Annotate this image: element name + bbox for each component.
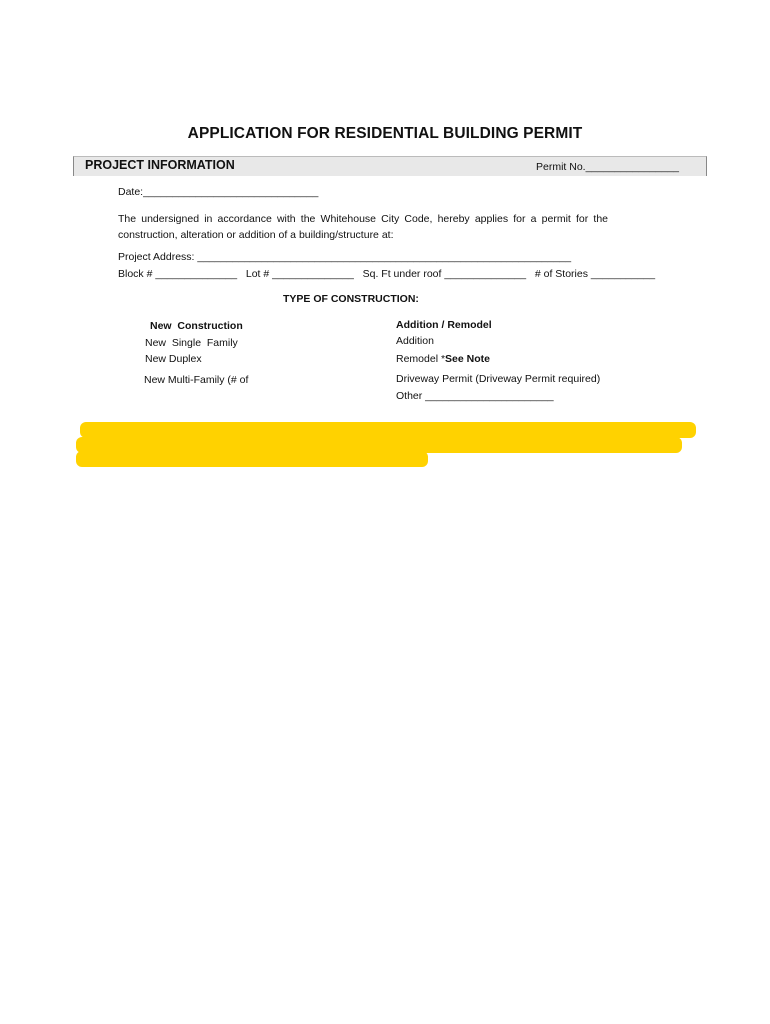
project-address-field[interactable]: Project Address: ________________________________________________________________ [118,251,572,263]
highlight-stroke-3 [76,451,428,467]
option-remodel[interactable] [396,353,490,365]
highlight-stroke-1 [80,422,696,438]
see-note-label: See Note [445,353,490,365]
form-title: APPLICATION FOR RESIDENTIAL BUILDING PERMIT [187,125,583,142]
section-title: PROJECT INFORMATION [85,158,235,172]
project-information-header [73,156,707,176]
option-driveway-permit[interactable]: Driveway Permit (Driveway Permit required) [396,373,601,385]
option-new-multi-family[interactable]: New Multi-Family (# of [144,374,249,386]
permit-number-field[interactable]: Permit No.________________ [536,161,680,173]
block-lot-sqft-stories-field[interactable]: Block # ______________ Lot # ______________ Sq. Ft under roof ______________ # of Stories ___________ [118,268,656,280]
type-of-construction-heading: TYPE OF CONSTRUCTION: [283,293,419,305]
option-other[interactable]: Other ______________________ [396,390,554,402]
new-construction-heading: New Construction [150,320,243,332]
date-field[interactable]: Date:______________________________ [118,186,319,198]
addition-remodel-heading: Addition / Remodel [396,319,492,331]
option-addition[interactable]: Addition [396,335,434,347]
option-new-duplex[interactable]: New Duplex [145,353,202,365]
option-new-single-family[interactable]: New Single Family [145,337,238,349]
intro-paragraph: The undersigned in accordance with the Whitehouse City Code, hereby applies for a permit for the construction, alteration or addition of a building/structure at: [118,213,608,241]
remodel-label: Remodel * [396,353,446,365]
